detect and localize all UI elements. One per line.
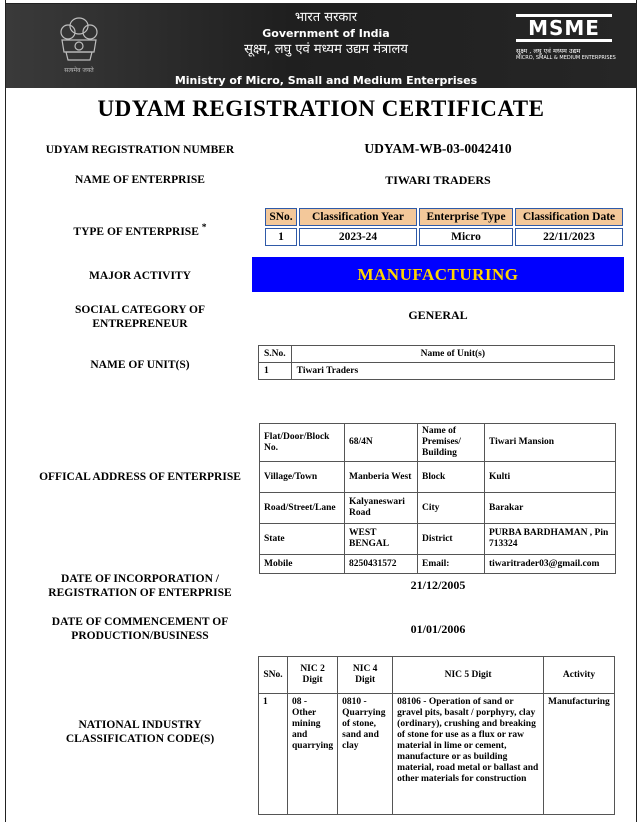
- page-border-right: [636, 0, 637, 822]
- enterprise-type-label-text: TYPE OF ENTERPRISE: [73, 225, 199, 238]
- address-row-5: [260, 555, 616, 574]
- address-mobile-value: 8250431572: [345, 555, 418, 574]
- address-mobile-label: Mobile: [260, 555, 345, 574]
- enterprise-name-label: NAME OF ENTERPRISE: [75, 174, 205, 186]
- nic-header-activity: Activity: [544, 657, 615, 694]
- msme-logo-text: MSME: [516, 14, 612, 42]
- class-header-type: Enterprise Type: [419, 208, 513, 226]
- nic-header-2digit: NIC 2 Digit: [288, 657, 338, 694]
- nic-row: [259, 694, 615, 815]
- nic4-code: 0810 -: [342, 697, 367, 707]
- address-city-label: City: [418, 493, 485, 524]
- class-cell-type: Micro: [419, 228, 513, 246]
- units-table: [258, 345, 615, 380]
- address-email-label: Email:: [418, 555, 485, 574]
- msme-logo: [516, 14, 616, 61]
- nic5-text: Operation of sand or gravel pits, basalt / porphyry, clay (ordinary), crushing and breaking of stone for use as a flux or raw material in lime or cement, manufacture or as building material, road metal or ballast and other materials for construction: [397, 697, 539, 784]
- nic-header-sno: SNo.: [259, 657, 288, 694]
- social-category-label-line1: SOCIAL CATEGORY OF: [75, 304, 205, 316]
- nic5-code: 08106 -: [397, 697, 427, 707]
- banner-hindi-line1: भारत सरकार: [294, 10, 358, 25]
- class-header-sno: SNo.: [265, 208, 297, 226]
- nic-table: [258, 656, 615, 815]
- address-state-value: WEST BENGAL: [345, 524, 418, 555]
- nic-header-row: [259, 657, 615, 694]
- class-header-year: Classification Year: [299, 208, 417, 226]
- address-village-label: Village/Town: [260, 462, 345, 493]
- nic-header-5digit: NIC 5 Digit: [393, 657, 544, 694]
- nic-cell-5digit: [393, 694, 544, 815]
- page-border-left: [5, 0, 6, 822]
- class-header-date: Classification Date: [515, 208, 623, 226]
- banner-english-line1: Government of India: [262, 27, 390, 40]
- address-row-1: [260, 424, 616, 462]
- national-emblem-icon: [48, 12, 110, 80]
- commencement-label-line2: PRODUCTION/BUSINESS: [71, 630, 209, 642]
- nic-label-line1: NATIONAL INDUSTRY: [78, 719, 202, 731]
- msme-logo-english: MICRO, SMALL & MEDIUM ENTERPRISES: [516, 55, 616, 61]
- emblem-motto: सत्यमेव जयते: [64, 67, 94, 74]
- enterprise-name-value: TIWARI TRADERS: [385, 173, 491, 187]
- incorporation-value: 21/12/2005: [410, 578, 466, 592]
- units-header-name: Name of Unit(s): [291, 346, 614, 363]
- nic2-code: 08 -: [292, 697, 308, 707]
- classification-header-row: [265, 208, 623, 226]
- class-cell-sno: 1: [265, 228, 297, 246]
- address-block-label: Block: [418, 462, 485, 493]
- address-block-value: Kulti: [485, 462, 616, 493]
- address-premises-value: Tiwari Mansion: [485, 424, 616, 462]
- nic-cell-activity: Manufacturing: [544, 694, 615, 815]
- address-district-label: District: [418, 524, 485, 555]
- classification-table: [263, 206, 625, 248]
- class-cell-year: 2023-24: [299, 228, 417, 246]
- nic-cell-sno: 1: [259, 694, 288, 815]
- commencement-label: [20, 615, 260, 643]
- address-label: OFFICAL ADDRESS OF ENTERPRISE: [39, 471, 241, 483]
- social-category-value: GENERAL: [408, 308, 468, 322]
- address-city-value: Barakar: [485, 493, 616, 524]
- incorporation-label-line1: DATE OF INCORPORATION /: [61, 573, 219, 585]
- banner-heading: [174, 10, 478, 87]
- incorporation-label-line2: REGISTRATION OF ENTERPRISE: [48, 587, 232, 599]
- units-row: [259, 363, 615, 380]
- nic-header-4digit: NIC 4 Digit: [338, 657, 393, 694]
- units-header-row: [259, 346, 615, 363]
- enterprise-type-star: *: [201, 222, 207, 233]
- address-flat-label: Flat/Door/Block No.: [260, 424, 345, 462]
- nic2-text: Other mining and quarrying: [292, 708, 334, 751]
- units-cell-sno: 1: [259, 363, 292, 380]
- reg-no-label: UDYAM REGISTRATION NUMBER: [45, 144, 235, 156]
- address-flat-value: 68/4N: [345, 424, 418, 462]
- social-category-label-line2: ENTREPRENEUR: [92, 318, 188, 330]
- enterprise-type-label: [20, 221, 260, 239]
- address-village-value: Manberia West: [345, 462, 418, 493]
- address-row-2: [260, 462, 616, 493]
- address-road-value: Kalyaneswari Road: [345, 493, 418, 524]
- units-cell-name: Tiwari Traders: [291, 363, 614, 380]
- social-category-label: [20, 303, 260, 331]
- major-activity-value: MANUFACTURING: [252, 257, 624, 292]
- nic-cell-4digit: [338, 694, 393, 815]
- major-activity-label: MAJOR ACTIVITY: [89, 270, 191, 282]
- incorporation-label: [20, 572, 260, 600]
- commencement-label-line1: DATE OF COMMENCEMENT OF: [51, 616, 229, 628]
- reg-no-value: UDYAM-WB-03-0042410: [364, 141, 512, 156]
- nic-label: [20, 718, 260, 746]
- certificate-title: UDYAM REGISTRATION CERTIFICATE: [97, 96, 545, 121]
- units-header-sno: S.No.: [259, 346, 292, 363]
- address-email-value: tiwaritrader03@gmail.com: [485, 555, 616, 574]
- address-state-label: State: [260, 524, 345, 555]
- commencement-value: 01/01/2006: [410, 622, 466, 636]
- classification-row: [265, 228, 623, 246]
- units-label: NAME OF UNIT(S): [90, 359, 190, 371]
- address-premises-label: Name of Premises/ Building: [418, 424, 485, 462]
- address-road-label: Road/Street/Lane: [260, 493, 345, 524]
- address-table: [259, 423, 616, 574]
- class-cell-date: 22/11/2023: [515, 228, 623, 246]
- nic-cell-2digit: [288, 694, 338, 815]
- banner-hindi-line2: सूक्ष्म, लघु एवं मध्यम उद्यम मंत्रालय: [244, 42, 408, 57]
- address-row-3: [260, 493, 616, 524]
- nic-label-line2: CLASSIFICATION CODE(S): [65, 733, 215, 745]
- address-district-value: PURBA BARDHAMAN , Pin 713324: [485, 524, 616, 555]
- banner-english-line2: Ministry of Micro, Small and Medium Enterprises: [174, 74, 478, 87]
- msme-logo-hindi: सूक्ष्म , लघु एवं मध्यम उद्यम: [516, 47, 581, 55]
- nic4-text: Quarrying of stone, sand and clay: [342, 708, 386, 751]
- header-banner: [6, 4, 636, 88]
- address-row-4: [260, 524, 616, 555]
